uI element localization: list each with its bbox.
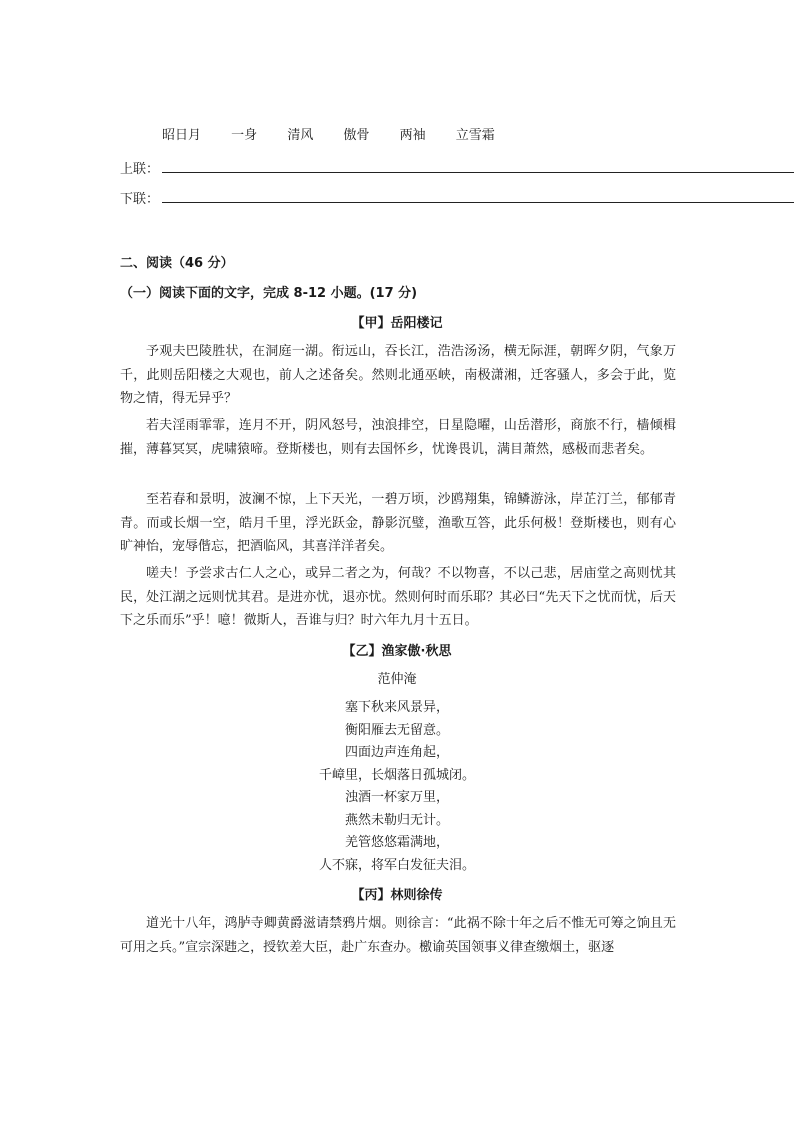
subsection-title: （一）阅读下面的文字，完成 8-12 小题。(17 分) <box>120 286 418 301</box>
poem-line: 燕然未勒归无计。 <box>344 812 449 828</box>
yi-author: 范仲淹 <box>377 672 417 687</box>
poem-line: 千嶂里，长烟落日孤城闭。 <box>318 767 475 783</box>
upper-couplet-label: 上联： <box>120 162 160 177</box>
lower-couplet-label: 下联： <box>120 192 160 207</box>
poem-line: 浊酒一杯家万里， <box>344 790 449 805</box>
couplet-word: 一身 <box>231 128 258 143</box>
jia-paragraph-4: 嗟夫！予尝求古仁人之心，或异二者之为，何哉？不以物喜，不以己悲，居庙堂之高则忧其民，处江湖之远则忧其君。是进亦忧，退亦忧。然则何时而乐耶？其必曰“先天下之忧而忧，后天下之乐而乐”乎！噫！微斯人，吾谁与归？时六年九月十五日。 <box>120 566 676 628</box>
couplet-word: 清风 <box>287 128 314 143</box>
poem-line: 羌管悠悠霜满地， <box>344 835 449 850</box>
bing-title: 【丙】林则徐传 <box>351 888 443 903</box>
poem-line: 人不寐，将军白发征夫泪。 <box>318 857 475 873</box>
upper-couplet-answer-line[interactable] <box>162 172 794 173</box>
jia-paragraph-1: 予观夫巴陵胜状，在洞庭一湖。衔远山，吞长江，浩浩汤汤，横无际涯，朝晖夕阴，气象万千，此则岳阳楼之大观也，前人之述备矣。然则北通巫峡，南极潇湘，迁客骚人，多会于此，览物之情，得无异乎？ <box>120 344 676 406</box>
yi-title: 【乙】渔家傲·秋思 <box>342 644 452 659</box>
couplet-word: 昭日月 <box>162 128 202 143</box>
couplet-word: 傲骨 <box>343 128 370 143</box>
jia-title: 【甲】岳阳楼记 <box>351 316 443 331</box>
couplet-word: 立雪霜 <box>455 128 495 143</box>
lower-couplet-answer-line[interactable] <box>162 202 794 203</box>
couplet-word: 两袖 <box>399 128 426 143</box>
poem-line: 塞下秋来风景异， <box>344 700 449 715</box>
jia-paragraph-3: 至若春和景明，波澜不惊，上下天光，一碧万顷，沙鸥翔集，锦鳞游泳，岸芷汀兰，郁郁青青。而或长烟一空，皓月千里，浮光跃金，静影沉璧，渔歌互答，此乐何极！登斯楼也，则有心旷神怡，宠辱偕忘，把酒临风，其喜洋洋者矣。 <box>120 492 676 554</box>
section-title: 二、阅读（46 分） <box>120 256 234 271</box>
bing-paragraph: 道光十八年，鸿胪寺卿黄爵滋请禁鸦片烟。则徐言：“此祸不除十年之后不惟无可筹之饷且无可用之兵。”宣宗深韪之，授钦差大臣，赴广东查办。檄谕英国领事义律查缴烟土，驱逐 <box>120 916 676 955</box>
jia-paragraph-2: 若夫淫雨霏霏，连月不开，阴风怒号，浊浪排空，日星隐曜，山岳潜形，商旅不行，樯倾楫摧，薄暮冥冥，虎啸猿啼。登斯楼也，则有去国怀乡，忧谗畏讥，满目萧然，感极而悲者矣。 <box>120 418 676 457</box>
poem-line: 衡阳雁去无留意。 <box>344 722 449 738</box>
yi-poem <box>120 697 674 877</box>
couplet-word-bank <box>162 124 521 143</box>
poem-line: 四面边声连角起， <box>344 745 449 760</box>
